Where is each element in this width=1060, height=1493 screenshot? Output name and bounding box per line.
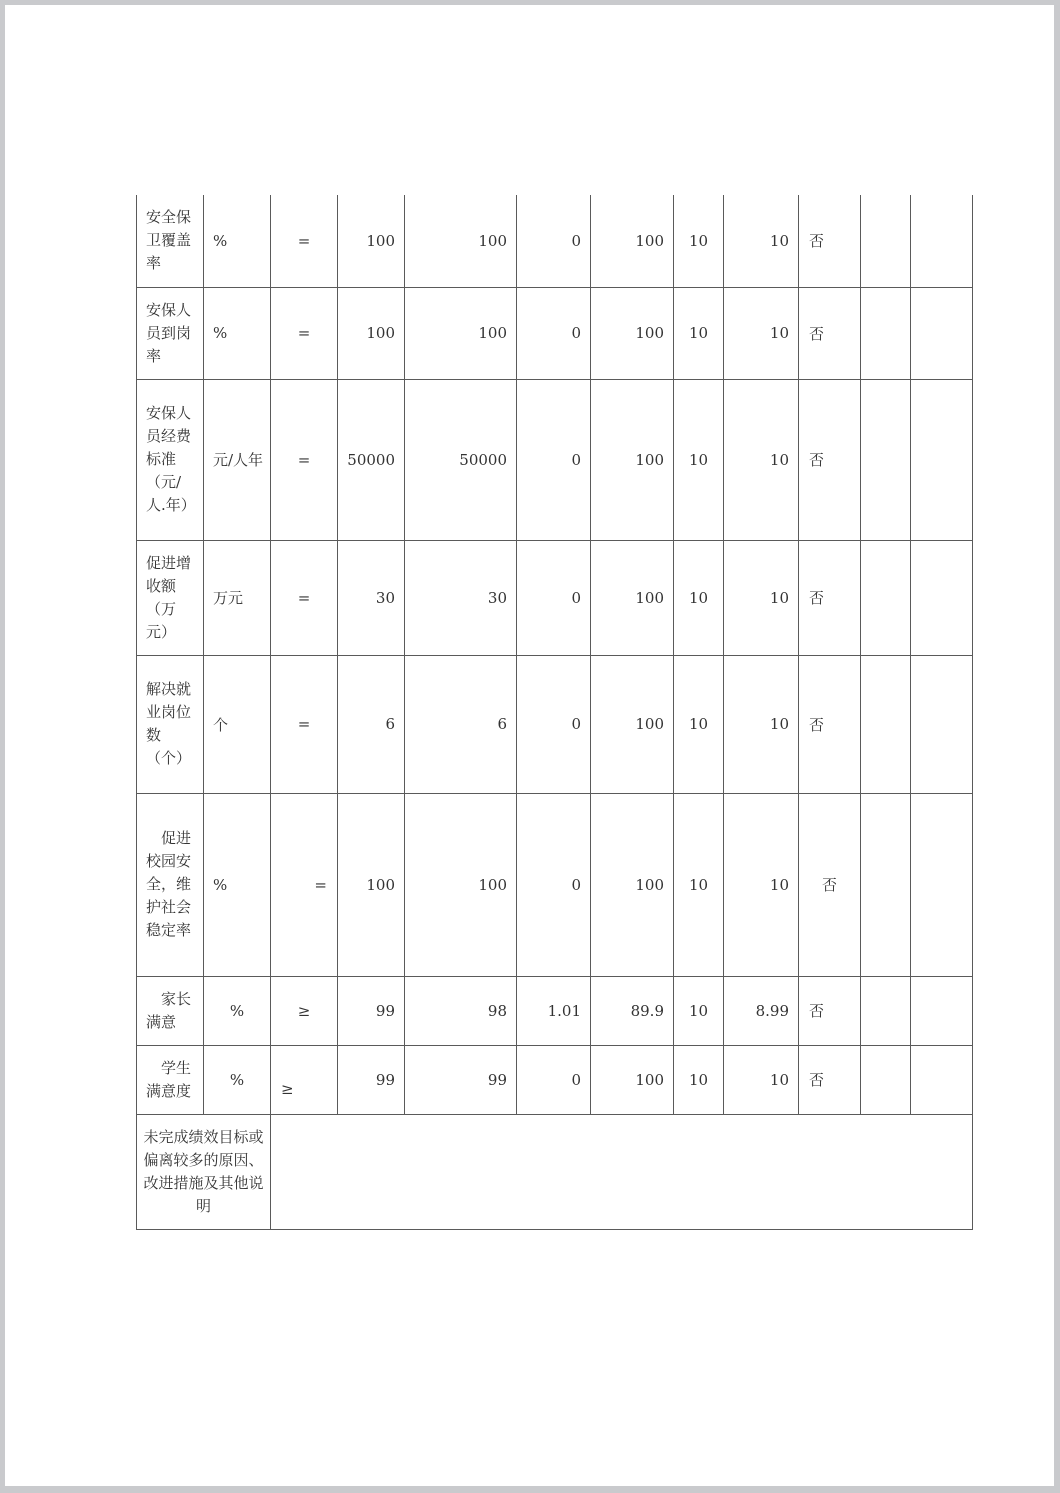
indicator-unit: 元/人年 <box>204 379 271 540</box>
completion-rate: 89.9 <box>591 976 674 1045</box>
empty-cell <box>911 379 973 540</box>
completion-rate: 100 <box>591 287 674 379</box>
deviation-value: 0 <box>517 195 591 287</box>
table-row <box>137 1045 973 1114</box>
deviation-value: 0 <box>517 655 591 793</box>
completion-rate: 100 <box>591 540 674 655</box>
indicator-name: 解决就业岗位数（个） <box>137 655 204 793</box>
target-value: 100 <box>338 793 405 976</box>
completion-rate: 100 <box>591 793 674 976</box>
indicator-name: 家长满意 <box>137 976 204 1045</box>
table-row <box>137 540 973 655</box>
actual-score: 10 <box>724 655 799 793</box>
empty-cell <box>861 287 911 379</box>
weight-score: 10 <box>674 1045 724 1114</box>
empty-cell <box>911 793 973 976</box>
deviation-flag: 否 <box>799 379 861 540</box>
table-row <box>137 287 973 379</box>
empty-cell <box>911 976 973 1045</box>
deviation-flag: 否 <box>799 1045 861 1114</box>
target-value: 30 <box>338 540 405 655</box>
completion-rate: 100 <box>591 195 674 287</box>
actual-score: 10 <box>724 540 799 655</box>
indicator-unit: % <box>204 287 271 379</box>
target-value: 50000 <box>338 379 405 540</box>
actual-score: 10 <box>724 287 799 379</box>
indicator-unit: 万元 <box>204 540 271 655</box>
empty-cell <box>861 976 911 1045</box>
deviation-flag: 否 <box>799 655 861 793</box>
actual-score: 10 <box>724 195 799 287</box>
indicator-operator: ≥ <box>271 976 338 1045</box>
actual-value: 30 <box>405 540 517 655</box>
indicator-operator: ≥ <box>271 1045 338 1114</box>
explanation-label: 未完成绩效目标或偏离较多的原因、改进措施及其他说明 <box>137 1114 271 1229</box>
performance-indicator-table <box>136 195 973 1230</box>
indicator-unit: 个 <box>204 655 271 793</box>
indicator-name: 安全保卫覆盖率 <box>137 195 204 287</box>
indicator-operator: = <box>271 655 338 793</box>
empty-cell <box>911 287 973 379</box>
empty-cell <box>861 793 911 976</box>
actual-value: 99 <box>405 1045 517 1114</box>
table-row <box>137 195 973 287</box>
table-row <box>137 793 973 976</box>
weight-score: 10 <box>674 379 724 540</box>
deviation-flag: 否 <box>799 540 861 655</box>
empty-cell <box>861 195 911 287</box>
indicator-unit: % <box>204 195 271 287</box>
empty-cell <box>861 379 911 540</box>
empty-cell <box>911 655 973 793</box>
actual-score: 8.99 <box>724 976 799 1045</box>
indicator-name: 促进增收额（万元） <box>137 540 204 655</box>
target-value: 100 <box>338 195 405 287</box>
deviation-value: 0 <box>517 287 591 379</box>
completion-rate: 100 <box>591 655 674 793</box>
table-row <box>137 379 973 540</box>
deviation-value: 1.01 <box>517 976 591 1045</box>
actual-value: 6 <box>405 655 517 793</box>
indicator-name: 学生满意度 <box>137 1045 204 1114</box>
indicator-name: 安保人员经费标准（元/人.年） <box>137 379 204 540</box>
table-row <box>137 976 973 1045</box>
weight-score: 10 <box>674 793 724 976</box>
weight-score: 10 <box>674 976 724 1045</box>
completion-rate: 100 <box>591 379 674 540</box>
empty-cell <box>861 655 911 793</box>
indicator-name: 促进校园安全，维护社会稳定率 <box>137 793 204 976</box>
deviation-value: 0 <box>517 1045 591 1114</box>
weight-score: 10 <box>674 540 724 655</box>
deviation-value: 0 <box>517 540 591 655</box>
indicator-unit: % <box>204 1045 271 1114</box>
indicator-operator: = <box>271 793 338 976</box>
deviation-flag: 否 <box>799 976 861 1045</box>
empty-cell <box>911 540 973 655</box>
target-value: 6 <box>338 655 405 793</box>
empty-cell <box>911 1045 973 1114</box>
table-row <box>137 655 973 793</box>
indicator-operator: = <box>271 287 338 379</box>
actual-value: 100 <box>405 195 517 287</box>
deviation-flag: 否 <box>799 287 861 379</box>
deviation-value: 0 <box>517 379 591 540</box>
actual-value: 50000 <box>405 379 517 540</box>
empty-cell <box>861 1045 911 1114</box>
target-value: 99 <box>338 1045 405 1114</box>
weight-score: 10 <box>674 195 724 287</box>
indicator-name: 安保人员到岗率 <box>137 287 204 379</box>
explanation-content <box>271 1114 973 1229</box>
indicator-operator: = <box>271 379 338 540</box>
deviation-flag: 否 <box>799 195 861 287</box>
indicator-unit: % <box>204 976 271 1045</box>
empty-cell <box>861 540 911 655</box>
weight-score: 10 <box>674 287 724 379</box>
indicator-operator: = <box>271 195 338 287</box>
actual-score: 10 <box>724 1045 799 1114</box>
deviation-value: 0 <box>517 793 591 976</box>
table-row <box>137 1114 973 1229</box>
empty-cell <box>911 195 973 287</box>
actual-value: 100 <box>405 287 517 379</box>
weight-score: 10 <box>674 655 724 793</box>
actual-score: 10 <box>724 793 799 976</box>
actual-value: 100 <box>405 793 517 976</box>
actual-value: 98 <box>405 976 517 1045</box>
document-page <box>5 5 1054 1486</box>
deviation-flag: 否 <box>799 793 861 976</box>
target-value: 99 <box>338 976 405 1045</box>
indicator-unit: % <box>204 793 271 976</box>
target-value: 100 <box>338 287 405 379</box>
completion-rate: 100 <box>591 1045 674 1114</box>
actual-score: 10 <box>724 379 799 540</box>
indicator-operator: = <box>271 540 338 655</box>
